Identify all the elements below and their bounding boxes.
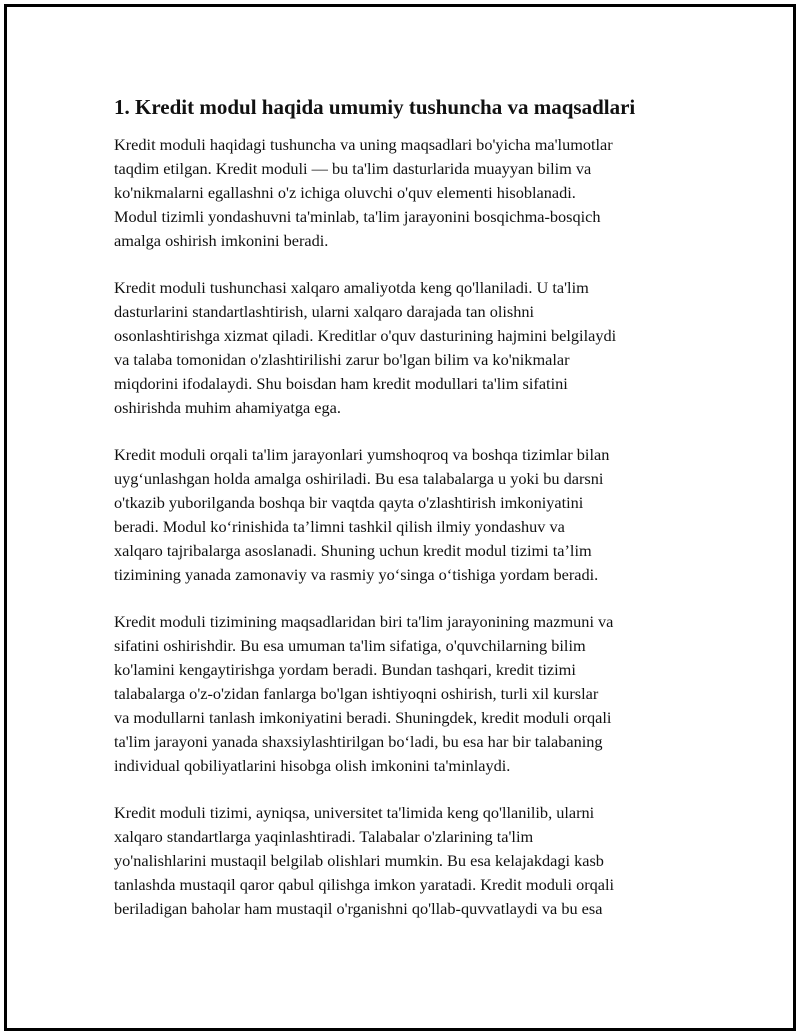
text-line: va talaba tomonidan o'zlashtirilishi zarur bo'lgan bilim va ko'nikmalar (114, 350, 570, 369)
text-line: xalqaro tajribalarga asoslanadi. Shuning uchun kredit modul tizimi ta’lim (114, 541, 592, 560)
text-line: Kredit moduli tizimi, ayniqsa, universitet ta'limida keng qo'llanilib, ularni (114, 803, 595, 822)
text-line: ko'lamini kengaytirishga yordam beradi. Bundan tashqari, kredit tizimi (114, 660, 576, 679)
text-line: xalqaro standartlarga yaqinlashtiradi. Talabalar o'zlarining ta'lim (114, 827, 534, 846)
paragraph (114, 443, 686, 587)
text-line: oshirishda muhim ahamiyatga ega. (114, 398, 341, 417)
text-line: yo'nalishlarini mustaqil belgilab olishlari mumkin. Bu esa kelajakdagi kasb (114, 851, 604, 870)
paragraph (114, 133, 686, 253)
text-line: tanlashda mustaqil qaror qabul qilishga imkon yaratadi. Kredit moduli orqali (114, 875, 615, 894)
section-title: 1. Kredit modul haqida umumiy tushuncha va maqsadlari (114, 95, 636, 119)
text-line: Kredit moduli orqali ta'lim jarayonlari yumshoqroq va boshqa tizimlar bilan (114, 445, 610, 464)
text-line: individual qobiliyatlarini hisobga olish imkonini ta'minlaydi. (114, 756, 511, 775)
paragraph (114, 801, 686, 921)
text-line: o'tkazib yuborilganda boshqa bir vaqtda qayta o'zlashtirish imkoniyatini (114, 493, 584, 512)
paragraph (114, 276, 686, 420)
text-line: va modullarni tanlash imkoniyatini beradi. Shuningdek, kredit moduli orqali (114, 708, 612, 727)
text-line: sifatini oshirishdir. Bu esa umuman ta'lim sifatiga, o'quvchilarning bilim (114, 636, 586, 655)
text-line: talabalarga o'z-o'zidan fanlarga bo'lgan ishtiyoqni oshirish, turli xil kurslar (114, 684, 599, 703)
text-line: beriladigan baholar ham mustaqil o'rganishni qo'llab-quvvatlaydi va bu esa (114, 899, 603, 918)
paragraph (114, 610, 686, 778)
text-line: uyg‘unlashgan holda amalga oshiriladi. Bu esa talabalarga u yoki bu darsni (114, 469, 604, 488)
text-line: taqdim etilgan. Kredit moduli — bu ta'lim dasturlarida muayyan bilim va (114, 159, 592, 178)
text-line: miqdorini ifodalaydi. Shu boisdan ham kredit modullari ta'lim sifatini (114, 374, 568, 393)
text-line: ta'lim jarayoni yanada shaxsiylashtirilgan bo‘ladi, bu esa har bir talabaning (114, 732, 603, 751)
text-line: tizimining yanada zamonaviy va rasmiy yo‘singa o‘tishiga yordam beradi. (114, 565, 599, 584)
text-line: Kredit moduli tushunchasi xalqaro amaliyotda keng qo'llaniladi. U ta'lim (114, 278, 589, 297)
text-line: osonlashtirishga xizmat qiladi. Kreditlar o'quv dasturining hajmini belgilaydi (114, 326, 617, 345)
text-line: dasturlarini standartlashtirish, ularni xalqaro darajada tan olishni (114, 302, 535, 321)
text-line: ko'nikmalarni egallashni o'z ichiga oluvchi o'quv elementi hisoblanadi. (114, 183, 576, 202)
text-line: amalga oshirish imkonini beradi. (114, 231, 329, 250)
text-line: beradi. Modul ko‘rinishida ta’limni tashkil qilish ilmiy yondashuv va (114, 517, 565, 536)
text-line: Modul tizimli yondashuvni ta'minlab, ta'lim jarayonini bosqichma-bosqich (114, 207, 601, 226)
document-body (114, 93, 686, 944)
text-line: Kredit moduli haqidagi tushuncha va uning maqsadlari bo'yicha ma'lumotlar (114, 135, 613, 154)
text-line: Kredit moduli tizimining maqsadlaridan biri ta'lim jarayonining mazmuni va (114, 612, 614, 631)
